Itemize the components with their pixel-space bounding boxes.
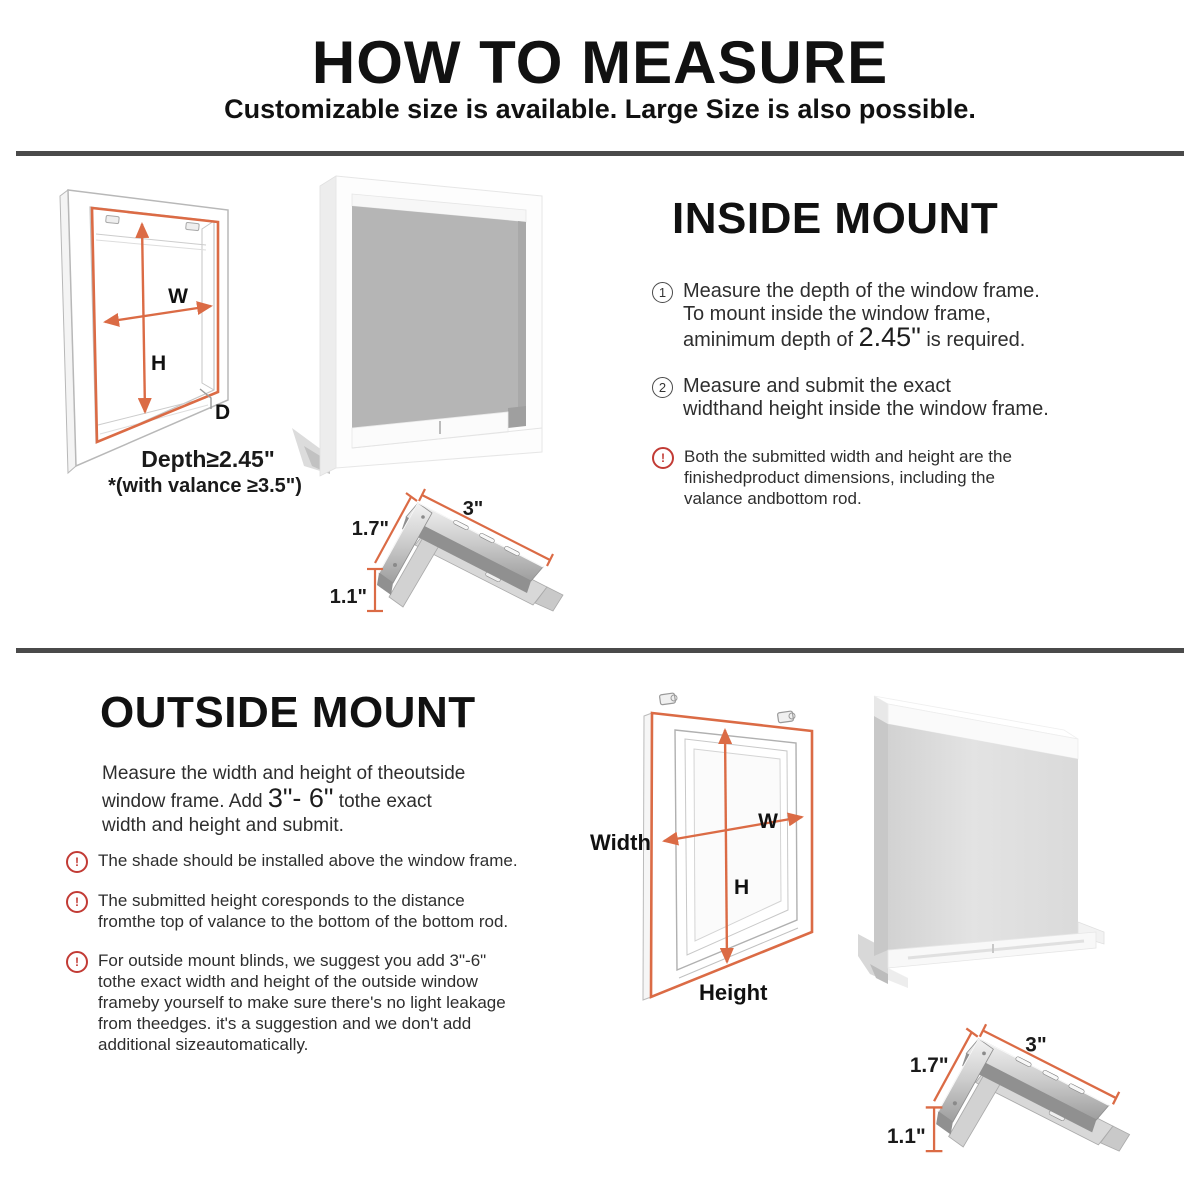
warning-icon: ! [652, 447, 674, 469]
outside-mount-product-image [858, 682, 1178, 1022]
note-line: Both the submitted width and height are the [684, 447, 1012, 466]
note-line: valance andbottom rod. [684, 489, 862, 508]
note-line: The shade should be installed above the window frame. [98, 851, 518, 870]
note-line: The submitted height coresponds to the distance [98, 891, 465, 910]
inside-bracket-illustration [318, 483, 578, 633]
note-line: from theedges. it's a suggestion and we don't add [98, 1014, 472, 1033]
shade-panel [352, 206, 526, 428]
depth-requirement-note: Depth≥2.45" [141, 446, 275, 472]
outside-bracket-illustration [880, 1018, 1140, 1174]
height-word-label: Height [699, 980, 768, 1005]
inside-step-2 [652, 375, 1102, 421]
note-line: fromthe top of valance to the bottom of the bottom rod. [98, 912, 509, 931]
step-line: Measure the depth of the window frame. [683, 280, 1040, 302]
outside-note-2 [66, 890, 586, 932]
section-divider-top [16, 151, 1184, 156]
outside-note-3 [66, 950, 586, 1055]
h-label: H [734, 876, 750, 899]
inside-step-1 [652, 280, 1102, 352]
inside-mount-heading: INSIDE MOUNT [672, 194, 999, 243]
bracket-length-label: 3" [462, 498, 484, 520]
depth-label: D [215, 401, 231, 424]
intro-line: width and height and submit. [102, 815, 344, 836]
step-line: aminimum depth of 2.45" is required. [683, 322, 1026, 352]
bracket-depth-label: 1.7" [909, 1054, 949, 1078]
note-line: finishedproduct dimensions, including the [684, 468, 995, 487]
add-size-value: 3"- 6" [267, 783, 334, 813]
inside-mount-product-image [290, 160, 620, 480]
inside-warning-note [652, 446, 1102, 509]
bracket-clip-icon [777, 711, 795, 723]
section-divider-bottom [16, 648, 1184, 653]
page-title: HOW TO MEASURE [311, 29, 889, 96]
outside-mount-window-diagram [582, 682, 877, 1032]
bracket-height-label: 1.1" [329, 586, 367, 608]
note-line: tothe exact width and height of the outside window [98, 972, 478, 991]
width-label: W [168, 285, 188, 308]
note-line: For outside mount blinds, we suggest you add 3"-6" [98, 951, 487, 970]
intro-line: Measure the width and height of theoutside [102, 763, 466, 784]
outside-note-1 [66, 850, 586, 873]
step-line: Measure and submit the exact [683, 375, 951, 397]
warning-icon: ! [66, 951, 88, 973]
w-label: W [758, 810, 778, 833]
outside-intro [102, 762, 582, 838]
width-word-label: Width [590, 830, 651, 855]
bracket-height-label: 1.1" [886, 1124, 926, 1148]
note-line: additional sizeautomatically. [98, 1035, 309, 1054]
warning-icon: ! [66, 851, 88, 873]
bracket-clip-icon [106, 215, 120, 223]
outside-mount-heading: OUTSIDE MOUNT [100, 688, 476, 737]
intro-line: window frame. Add 3"- 6" tothe exact [102, 783, 432, 813]
valance-requirement-note: *(with valance ≥3.5") [108, 475, 302, 497]
step-number-icon: 2 [652, 377, 673, 398]
bracket-length-label: 3" [1025, 1033, 1047, 1057]
step-line: To mount inside the window frame, [683, 303, 991, 325]
page-subtitle: Customizable size is available. Large Size is also possible. [224, 94, 976, 124]
height-label: H [151, 352, 167, 375]
bracket-clip-icon [659, 693, 677, 705]
note-line: frameby yourself to make sure there's no light leakage [98, 993, 506, 1012]
bracket-clip-icon [186, 222, 200, 230]
warning-icon: ! [66, 891, 88, 913]
bracket-depth-label: 1.7" [351, 518, 389, 540]
shade-panel [888, 724, 1078, 950]
step-line: widthand height inside the window frame. [683, 398, 1049, 420]
step-number-icon: 1 [652, 282, 673, 303]
min-depth-value: 2.45" [858, 322, 921, 352]
